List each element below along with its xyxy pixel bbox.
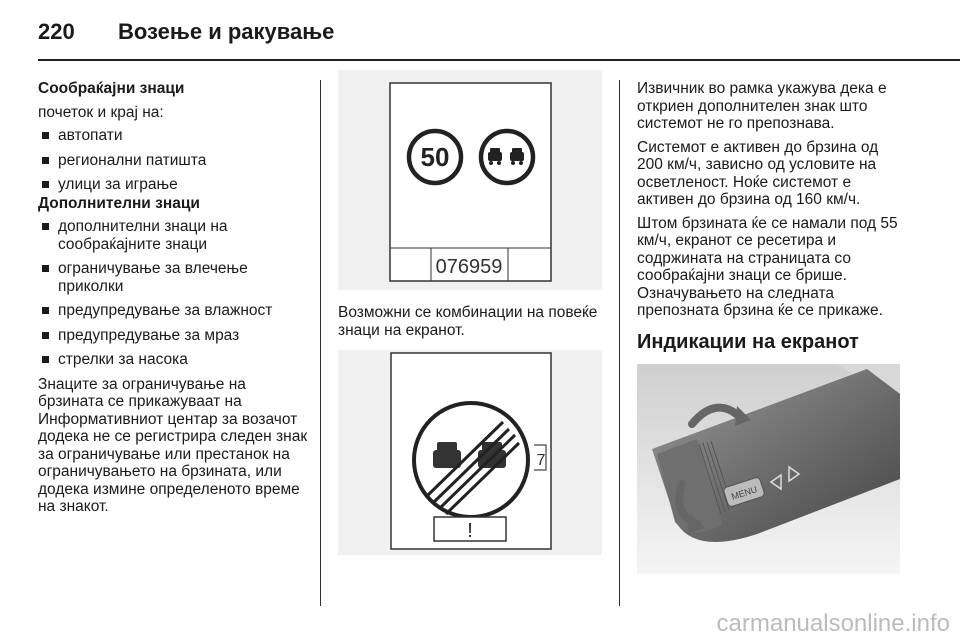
list-item: стрелки за насока <box>38 351 310 369</box>
list-additional-signs <box>38 218 310 369</box>
figure-caption: Возможни се комбинации на повеќе знаци на екранот. <box>338 304 598 339</box>
stalk-illustration <box>637 364 900 574</box>
intro-text: почеток и крај на: <box>38 103 164 121</box>
paragraph-speed-range: Системот е активен до брзина од 200 км/ч, зависно од условите на осветленост. Ноќе системот е активен до брзина од 160 км/ч. <box>637 138 879 208</box>
column-divider <box>619 80 620 606</box>
list-road-types <box>38 127 310 194</box>
speed-value: 50 <box>420 142 450 172</box>
heading-additional-signs: Дополнителни знаци <box>38 194 200 212</box>
menu-label: MENU <box>730 484 759 502</box>
end-of-restriction-icon <box>414 403 528 517</box>
side-label: 7 <box>536 452 546 469</box>
list-item: регионални патишта <box>38 152 310 170</box>
page-header <box>38 12 334 52</box>
figure-sign-combo <box>338 70 602 290</box>
page-number: 220 <box>38 19 75 44</box>
figure-stalk-photo <box>637 364 900 574</box>
exclamation-mark: ! <box>467 520 473 542</box>
list-item: предупредување за влажност <box>38 302 310 320</box>
list-item: дополнителни знаци на сообраќајните знаци <box>38 218 310 253</box>
column-left <box>38 80 310 522</box>
figure-end-no-overtaking <box>338 350 602 555</box>
heading-traffic-signs: Сообраќајни знаци <box>38 80 185 97</box>
paragraph-reset: Штом брзината ќе се намали под 55 км/ч, екранот се ресетира и содржината на страницата со сообраќајни знаци се брише. Означувањето на следната препозната брзина ќе се прикаже. <box>637 214 898 319</box>
watermark: carmanualsonline.info <box>716 610 950 637</box>
caption-block <box>338 304 600 345</box>
header-rule <box>38 59 960 61</box>
end-sign-illustration <box>338 350 602 555</box>
list-item: ограничување за влечење приколки <box>38 260 310 295</box>
sign-display-illustration <box>338 70 602 290</box>
list-item: улици за играње <box>38 176 310 194</box>
sign-code: 076959 <box>435 256 503 278</box>
paragraph-display: Знаците за ограничување на брзината се прикажуваат на Информативниот центар за возачот додека не се регистрира следен знак за ограничување или престанок на ограничувањето на брзината, или додека измине определеното време на знакот. <box>38 375 308 515</box>
heading-display-indications: Индикации на екранот <box>637 330 859 353</box>
column-right <box>637 80 902 357</box>
page-title: Возење и ракување <box>118 19 335 44</box>
list-item: предупредување за мраз <box>38 327 310 345</box>
column-divider <box>320 80 321 606</box>
paragraph-unrecognized: Извичник во рамка укажува дека е откриен дополнителен знак што системот не го препознава. <box>637 80 887 132</box>
list-item: автопати <box>38 127 310 145</box>
